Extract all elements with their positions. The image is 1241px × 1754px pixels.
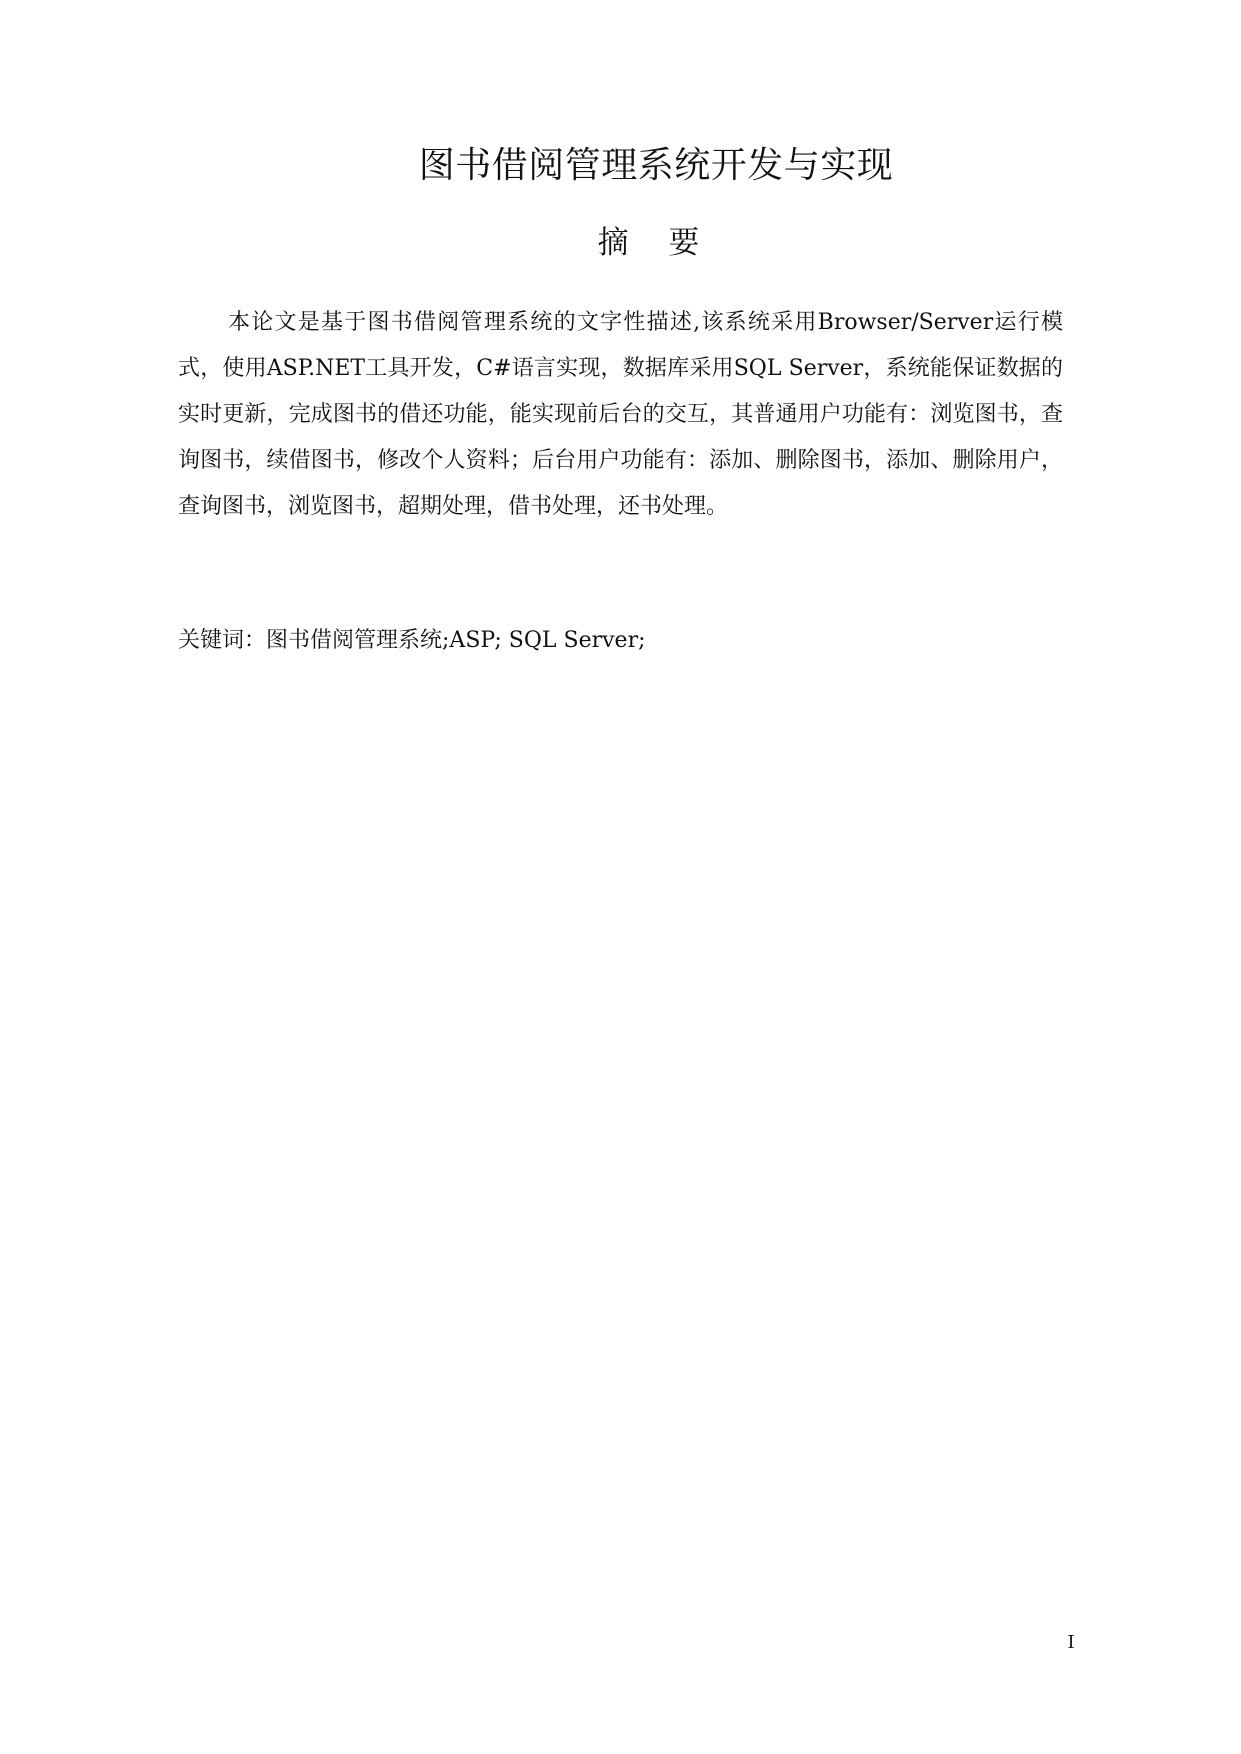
abstract-paragraph: 本论文是基于图书借阅管理系统的文字性描述,该系统采用Browser/Server运行模式，使用ASP.NET工具开发，C#语言实现，数据库采用SQL Server，系统能保证数据的实时更新，完成图书的借还功能，能实现前后台的交互，其普通用户功能有：浏览图书，查询图书，续借图书，修改个人资料；后台用户功能有：添加、删除图书，添加、删除用户，查询图书，浏览图书，超期处理，借书处理，还书处理。: [178, 310, 1063, 519]
keywords-line: [178, 618, 1063, 664]
page-number: I: [1067, 1632, 1075, 1653]
keywords-value: 图书借阅管理系统;ASP; SQL Server;: [266, 628, 646, 653]
paper-title: 图书借阅管理系统开发与实现: [418, 145, 894, 186]
keywords-label: 关键词：: [178, 628, 267, 653]
abstract-heading: 摘 要: [597, 225, 715, 261]
